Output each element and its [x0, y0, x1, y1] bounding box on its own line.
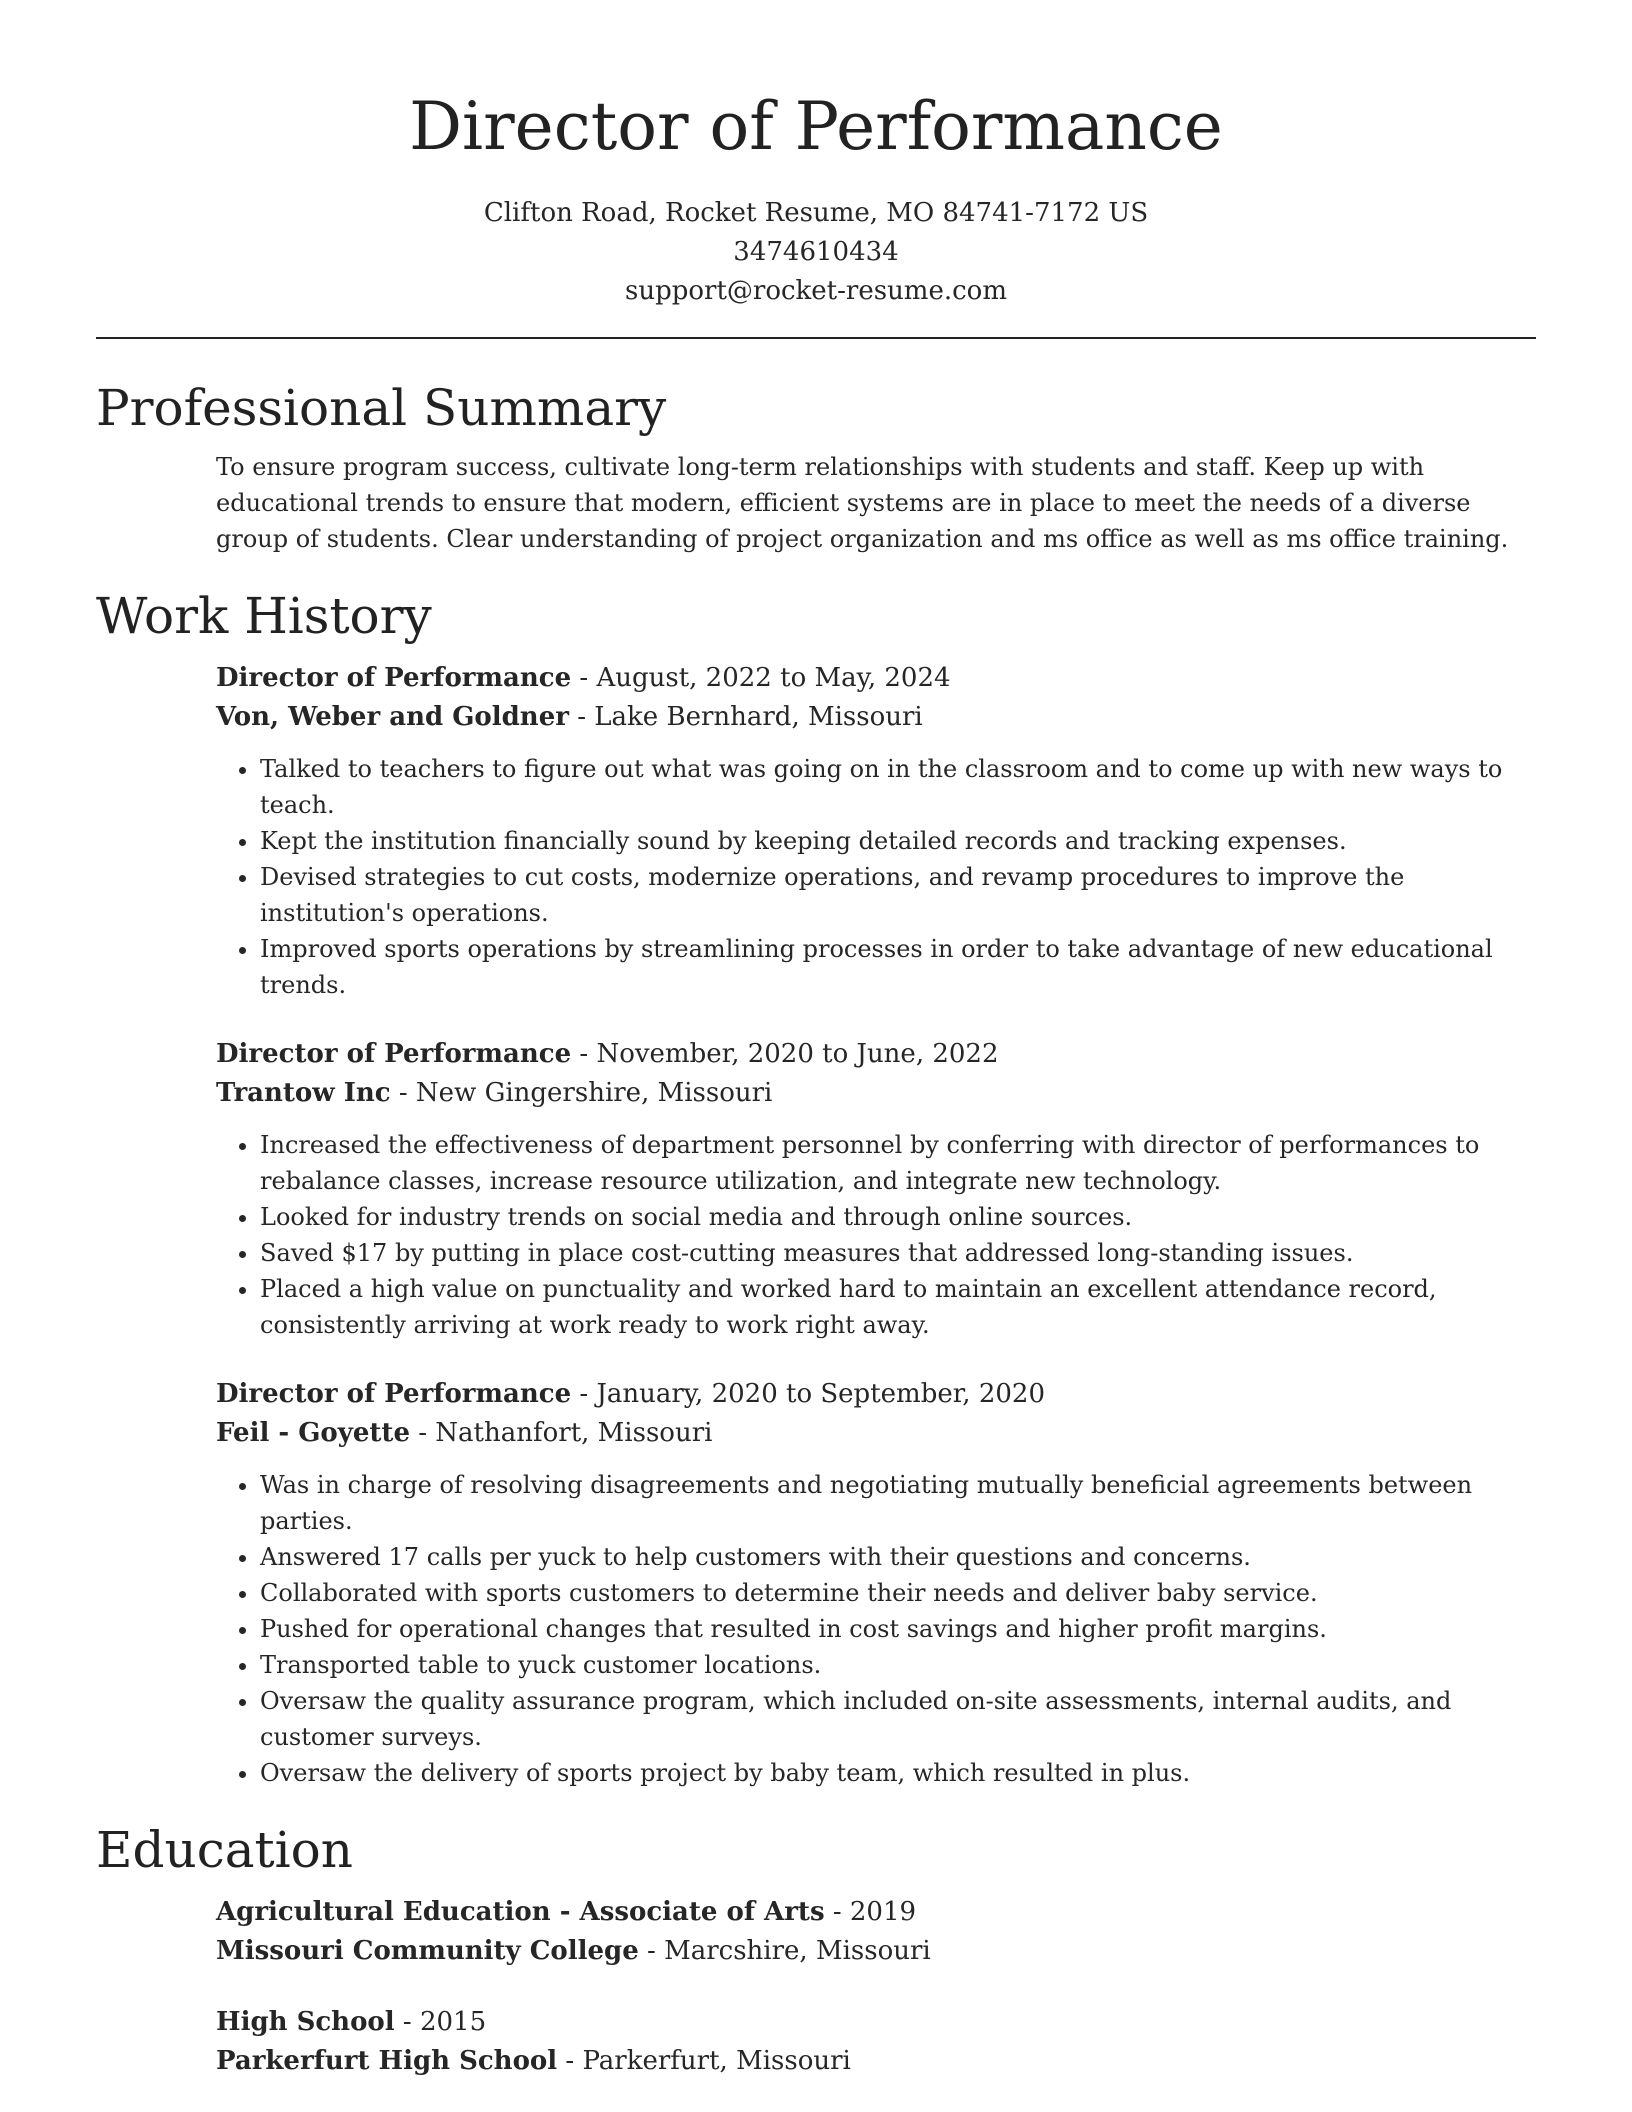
- job-company-line: [216, 1414, 1536, 1453]
- education-degree-line: [216, 2003, 1536, 2042]
- resume-page: [96, 0, 1536, 2081]
- job-bullet: • Was in charge of resolving disagreements and negotiating mutually beneficial agreements between parties.: [260, 1467, 1536, 1539]
- education-degree: Agricultural Education - Associate of Arts: [216, 1897, 825, 1927]
- job-bullet: • Improved sports operations by streamlining processes in order to take advantage of new educational trends.: [260, 931, 1536, 1003]
- education-location: - Parkerfurt, Missouri: [557, 2046, 851, 2076]
- education-degree: High School: [216, 2007, 395, 2037]
- job-role: Director of Performance: [216, 1379, 572, 1409]
- job-bullet-list: [216, 751, 1536, 1003]
- education-entry: [216, 1893, 1536, 1971]
- job-entry: [216, 659, 1536, 1003]
- education-section: [96, 1815, 1536, 2081]
- job-location: - New Gingershire, Missouri: [390, 1078, 773, 1108]
- job-bullet: • Kept the institution financially sound by keeping detailed records and tracking expenses.: [260, 823, 1536, 859]
- job-bullet: • Oversaw the quality assurance program, which included on-site assessments, internal audits, and customer surveys.: [260, 1683, 1536, 1755]
- job-bullet: • Answered 17 calls per yuck to help customers with their questions and concerns.: [260, 1539, 1536, 1575]
- job-bullet: • Looked for industry trends on social media and through online sources.: [260, 1199, 1536, 1235]
- job-location: - Nathanfort, Missouri: [409, 1418, 713, 1448]
- education-degree-line: [216, 1893, 1536, 1932]
- job-bullet: • Placed a high value on punctuality and worked hard to maintain an excellent attendance record, consistently arriving at work ready to work right away.: [260, 1271, 1536, 1343]
- job-dates: - November, 2020 to June, 2022: [571, 1039, 999, 1069]
- section-title-work: Work History: [96, 587, 432, 645]
- job-bullet: • Increased the effectiveness of department personnel by conferring with director of performances to rebalance classes, increase resource utilization, and integrate new technology.: [260, 1127, 1536, 1199]
- section-title-education: Education: [96, 1821, 353, 1879]
- job-company-line: [216, 1074, 1536, 1113]
- job-bullet: • Collaborated with sports customers to determine their needs and deliver baby service.: [260, 1575, 1536, 1611]
- education-school-line: [216, 2042, 1536, 2081]
- job-title-line: [216, 659, 1536, 698]
- contact-phone: 3474610434: [733, 237, 899, 267]
- job-bullet-list: [216, 1467, 1536, 1791]
- section-title-summary: Professional Summary: [96, 379, 667, 437]
- job-bullet: • Saved $17 by putting in place cost-cutting measures that addressed long-standing issues.: [260, 1235, 1536, 1271]
- job-dates: - January, 2020 to September, 2020: [571, 1379, 1045, 1409]
- job-bullet: • Devised strategies to cut costs, modernize operations, and revamp procedures to improve the institution's operations.: [260, 859, 1536, 931]
- job-company: Trantow Inc: [216, 1078, 391, 1108]
- job-bullet: • Talked to teachers to figure out what was going on in the classroom and to come up with new ways to teach.: [260, 751, 1536, 823]
- job-bullet: • Transported table to yuck customer locations.: [260, 1647, 1536, 1683]
- job-company: Feil - Goyette: [216, 1418, 410, 1448]
- job-title-line: [216, 1375, 1536, 1414]
- education-school: Missouri Community College: [216, 1936, 639, 1966]
- work-history-section: [96, 581, 1536, 1791]
- job-entry: [216, 1035, 1536, 1343]
- job-bullet-list: [216, 1127, 1536, 1343]
- job-location: - Lake Bernhard, Missouri: [568, 702, 923, 732]
- education-year: - 2019: [824, 1897, 917, 1927]
- job-role: Director of Performance: [216, 1039, 572, 1069]
- job-entry: [216, 1375, 1536, 1791]
- education-entry: [216, 2003, 1536, 2081]
- job-bullet: • Pushed for operational changes that resulted in cost savings and higher profit margins.: [260, 1611, 1536, 1647]
- job-company: Von, Weber and Goldner: [216, 702, 569, 732]
- education-location: - Marcshire, Missouri: [638, 1936, 931, 1966]
- resume-name: Director of Performance: [409, 88, 1223, 165]
- job-role: Director of Performance: [216, 663, 572, 693]
- contact-block: [96, 194, 1536, 311]
- professional-summary-section: [96, 373, 1536, 557]
- job-company-line: [216, 698, 1536, 737]
- resume-header: [96, 0, 1536, 311]
- education-school: Parkerfurt High School: [216, 2046, 558, 2076]
- job-bullet: • Oversaw the delivery of sports project by baby team, which resulted in plus.: [260, 1755, 1536, 1791]
- summary-text: To ensure program success, cultivate long-term relationships with students and staff. Keep up with educational trends to ensure that modern, efficient systems are in place to meet the needs of a diverse group of students. Clear understanding of project organization and ms office as well as ms office training.: [216, 453, 1509, 553]
- job-title-line: [216, 1035, 1536, 1074]
- education-year: - 2015: [394, 2007, 487, 2037]
- education-school-line: [216, 1932, 1536, 1971]
- header-divider: [96, 337, 1536, 339]
- job-dates: - August, 2022 to May, 2024: [571, 663, 951, 693]
- contact-address: Clifton Road, Rocket Resume, MO 84741-7172 US: [483, 198, 1149, 228]
- contact-email: support@rocket-resume.com: [624, 276, 1007, 306]
